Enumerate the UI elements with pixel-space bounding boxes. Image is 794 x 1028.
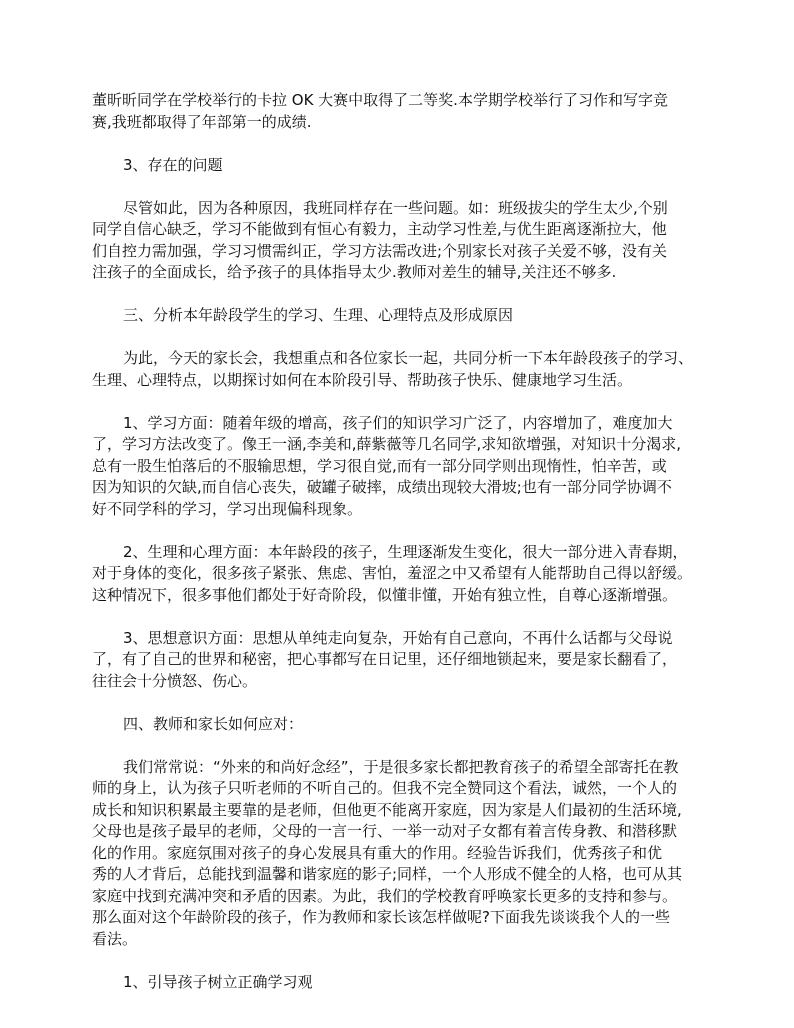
text-line: 3、思想意识方面：思想从单纯走向复杂，开始有自己意向，不再什么话都与父母说 [123, 628, 673, 647]
text-line: 注孩子的全面成长，给予孩子的具体指导太少.教师对差生的辅导,关注还不够多. [92, 263, 617, 281]
document-body [92, 90, 712, 993]
paragraph [92, 155, 712, 177]
text-line: 三、分析本年龄段学生的学习、生理、心理特点及形成原因 [123, 306, 514, 324]
paragraph [92, 972, 712, 994]
text-line: 看法。 [92, 929, 138, 948]
paragraph-spacer [92, 735, 712, 757]
text-line: 四、教师和家长如何应对： [123, 714, 304, 733]
paragraph-spacer [92, 391, 712, 413]
text-line: 这种情况下，很多事他们都处于好奇阶段，似懂非懂，开始有独立性，自尊心逐渐增强。 [92, 585, 678, 604]
text-line: 同学自信心缺乏，学习不能做到有恒心有毅力，主动学习性差,与优生距离逐渐拉大，他 [92, 220, 667, 238]
paragraph [92, 757, 712, 951]
paragraph [92, 413, 712, 521]
paragraph-spacer [92, 520, 712, 542]
text-line: 生理、心理特点，以期探讨如何在本阶段引导、帮助孩子快乐、健康地学习生活。 [92, 370, 633, 389]
text-line: 1、学习方面：随着年级的增高，孩子们的知识学习广泛了，内容增加了，难度加大 [123, 413, 673, 432]
text-line: 那么面对这个年龄阶段的孩子，作为教师和家长该怎样做呢?下面我先谈谈我个人的一些 [92, 908, 670, 926]
text-line: 好不同学科的学习，学习出现偏科现象。 [92, 499, 363, 518]
paragraph [92, 305, 712, 327]
paragraph [92, 628, 712, 693]
paragraph [92, 348, 712, 391]
paragraph [92, 542, 712, 607]
text-line: 往往会十分愤怒、伤心。 [92, 671, 258, 690]
paragraph-spacer [92, 327, 712, 349]
text-line: 师的身上，认为孩子只听老师的不听自己的。但我不完全赞同这个看法，诚然，一个人的 [92, 779, 678, 797]
paragraph [92, 198, 712, 284]
text-line: 化的作用。家庭氛围对孩子的身心发展具有重大的作用。经验告诉我们，优秀孩子和优 [92, 843, 663, 862]
paragraph-spacer [92, 950, 712, 972]
text-line: 尽管如此，因为各种原因，我班同样存在一些问题。如：班级拔尖的学生太少,个别 [123, 198, 668, 217]
text-line: 因为知识的欠缺,而自信心丧失，破罐子破摔，成绩出现较大滑坡;也有一部分同学协调不 [92, 478, 672, 496]
text-line: 秀的人才背后，总能找到温馨和谐家庭的影子;同样，一个人形成不健全的人格，也可从其 [92, 865, 683, 883]
text-line: 2、生理和心理方面：本年龄段的孩子，生理逐渐发生变化，很大一部分进入青春期， [123, 542, 688, 561]
text-line: 我们常常说：“外来的和尚好念经”，于是很多家长都把教育孩子的希望全部寄托在教 [123, 757, 679, 776]
text-line: 成长和知识积累最主要靠的是老师，但他更不能离开家庭，因为家是人们最初的生活环境, [92, 800, 682, 819]
text-line: 董昕昕同学在学校举行的卡拉 OK 大赛中取得了二等奖.本学期学校举行了习作和写字竞 [92, 91, 668, 109]
text-line: 对于身体的变化，很多孩子紧张、焦虑、害怕，羞涩之中又希望有人能帮助自己得以舒缓。 [92, 564, 693, 582]
text-line: 为此，今天的家长会，我想重点和各位家长一起，共同分析一下本年龄段孩子的学习、 [123, 349, 694, 367]
paragraph-spacer [92, 133, 712, 155]
text-line: 总有一股生怕落后的不服输思想，学习很自觉,而有一部分同学则出现惰性，怕辛苦，或 [92, 456, 667, 475]
paragraph-spacer [92, 284, 712, 306]
paragraph-spacer [92, 176, 712, 198]
paragraph-spacer [92, 692, 712, 714]
paragraph [92, 90, 712, 133]
text-line: 们自控力需加强，学习习惯需纠正，学习方法需改进;个别家长对孩子关爱不够，没有关 [92, 241, 668, 260]
text-line: 了，学习方法改变了。像王一涵,李美和,薛紫薇等几名同学,求知欲增强，对知识十分渴求, [92, 435, 682, 453]
paragraph-spacer [92, 606, 712, 628]
text-line: 家庭中找到充满冲突和矛盾的因素。为此，我们的学校教育呼唤家长更多的支持和参与。 [92, 886, 678, 905]
text-line: 3、存在的问题 [123, 155, 223, 174]
text-line: 1、引导孩子树立正确学习观 [123, 972, 313, 991]
text-line: 了，有了自己的世界和秘密，把心事都写在日记里，还仔细地锁起来，要是家长翻看了， [92, 650, 678, 668]
text-line: 父母也是孩子最早的老师，父母的一言一行、一举一动对子女都有着言传身教、和潜移默 [92, 822, 678, 840]
text-line: 赛,我班都取得了年部第一的成绩. [92, 112, 312, 131]
paragraph [92, 714, 712, 736]
